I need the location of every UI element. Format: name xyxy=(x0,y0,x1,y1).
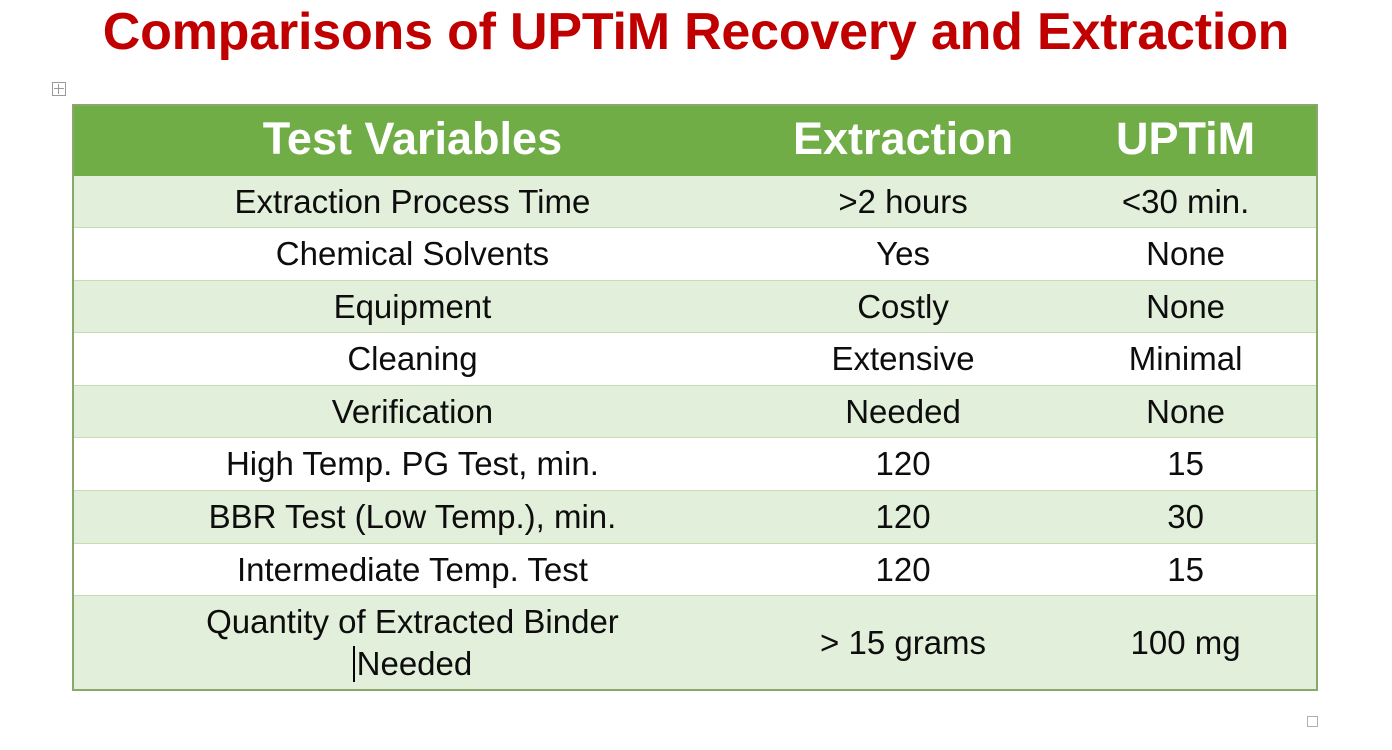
cell-uptim: None xyxy=(1055,385,1316,438)
table-move-handle-icon[interactable] xyxy=(52,82,66,96)
cell-variable: Intermediate Temp. Test xyxy=(74,543,751,596)
cell-variable: Cleaning xyxy=(74,333,751,386)
comparison-table-container[interactable] xyxy=(72,104,1318,691)
cell-extraction: >2 hours xyxy=(751,176,1055,228)
table-resize-handle-icon[interactable] xyxy=(1307,716,1318,727)
text-caret-icon xyxy=(353,646,355,682)
cell-variable: BBR Test (Low Temp.), min. xyxy=(74,491,751,544)
cell-uptim: None xyxy=(1055,228,1316,281)
table-row xyxy=(74,333,1316,386)
cell-variable-line2: Needed xyxy=(356,644,473,682)
cell-uptim: Minimal xyxy=(1055,333,1316,386)
cell-variable[interactable] xyxy=(74,596,751,690)
cell-variable: Chemical Solvents xyxy=(74,228,751,281)
table-row xyxy=(74,176,1316,228)
cell-variable: Verification xyxy=(74,385,751,438)
cell-uptim: <30 min. xyxy=(1055,176,1316,228)
cell-variable: High Temp. PG Test, min. xyxy=(74,438,751,491)
column-header-extraction: Extraction xyxy=(751,106,1055,176)
table-row xyxy=(74,228,1316,281)
page-title: Comparisons of UPTiM Recovery and Extraction xyxy=(102,3,1290,61)
column-header-uptim: UPTiM xyxy=(1055,106,1316,176)
cell-extraction: > 15 grams xyxy=(751,596,1055,690)
cell-extraction: Extensive xyxy=(751,333,1055,386)
comparison-table xyxy=(74,106,1316,689)
cell-extraction: 120 xyxy=(751,438,1055,491)
table-row xyxy=(74,385,1316,438)
cell-variable-line1: Quantity of Extracted Binder xyxy=(206,603,619,641)
cell-uptim: 15 xyxy=(1055,543,1316,596)
cell-extraction: 120 xyxy=(751,543,1055,596)
table-row xyxy=(74,280,1316,333)
column-header-test-variables: Test Variables xyxy=(74,106,751,176)
cell-uptim: 30 xyxy=(1055,491,1316,544)
cell-extraction: Yes xyxy=(751,228,1055,281)
table-row xyxy=(74,438,1316,491)
cell-variable-line2-wrapper xyxy=(82,644,743,684)
cell-uptim: None xyxy=(1055,280,1316,333)
cell-extraction: Needed xyxy=(751,385,1055,438)
table-row xyxy=(74,596,1316,690)
cell-uptim: 15 xyxy=(1055,438,1316,491)
cell-variable: Extraction Process Time xyxy=(74,176,751,228)
cell-variable: Equipment xyxy=(74,280,751,333)
table-header-row xyxy=(74,106,1316,176)
cell-extraction: 120 xyxy=(751,491,1055,544)
table-row xyxy=(74,543,1316,596)
cell-uptim: 100 mg xyxy=(1055,596,1316,690)
cell-extraction: Costly xyxy=(751,280,1055,333)
table-row xyxy=(74,491,1316,544)
